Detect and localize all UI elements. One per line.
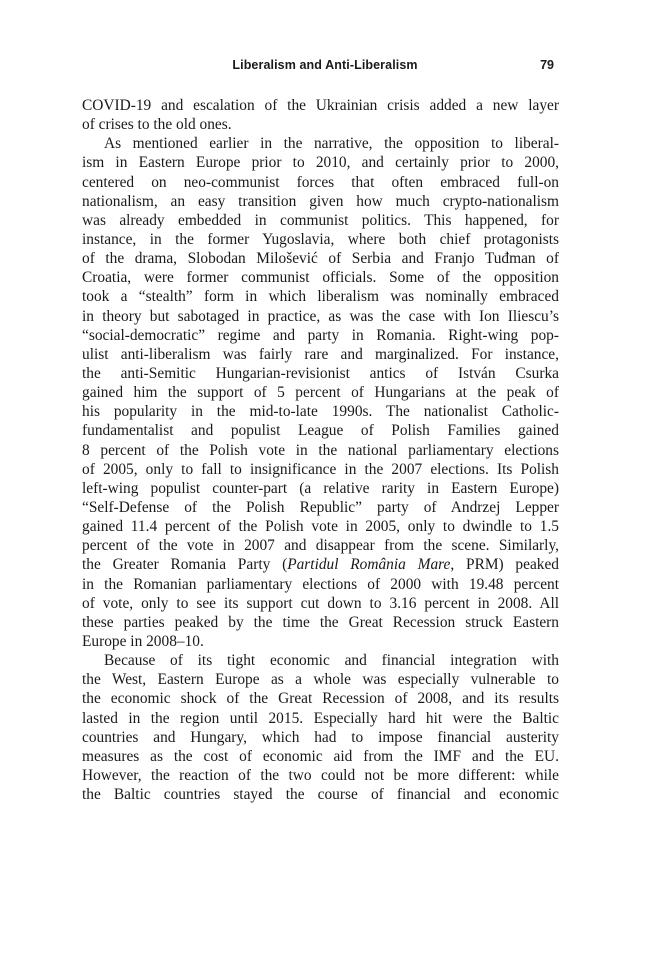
text-segment: , PRM) peaked bbox=[450, 556, 559, 574]
text-line: Europe in 2008–10. bbox=[82, 632, 204, 650]
text-line-italic-title bbox=[82, 555, 559, 574]
text-line: gained 11.4 percent of the Polish vote in 2005, only to dwindle to 1.5 bbox=[82, 518, 559, 536]
text-line: of the drama, Slobodan Milošević of Serbia and Franjo Tuđman of bbox=[82, 250, 559, 268]
text-line: However, the reaction of the two could not be more different: while bbox=[82, 766, 559, 784]
text-line: ism in Eastern Europe prior to 2010, and certainly prior to 2000, bbox=[82, 154, 559, 172]
text-line: the Baltic countries stayed the course of financial and economic bbox=[82, 786, 559, 804]
text-line: “Self-Defense of the Polish Republic” party of Andrzej Lepper bbox=[82, 498, 559, 516]
running-head bbox=[0, 58, 650, 76]
text-line: his popularity in the mid-to-late 1990s. The nationalist Catholic- bbox=[82, 403, 559, 421]
text-line: in theory but sabotaged in practice, as was the case with Ion Iliescu’s bbox=[82, 307, 559, 325]
text-line: percent of the vote in 2007 and disappear from the scene. Similarly, bbox=[82, 537, 559, 555]
text-line: these parties peaked by the time the Great Recession struck Eastern bbox=[82, 613, 559, 631]
text-line: the anti-Semitic Hungarian-revisionist antics of István Csurka bbox=[82, 364, 559, 382]
text-line: ulist anti-liberalism was fairly rare and marginalized. For instance, bbox=[82, 345, 559, 363]
text-segment: the Greater Romania Party ( bbox=[82, 556, 288, 574]
text-line: countries and Hungary, which had to impose financial austerity bbox=[82, 728, 559, 746]
text-line: the West, Eastern Europe as a whole was especially vulnerable to bbox=[82, 671, 559, 689]
text-line: 8 percent of the Polish vote in the national parliamentary elections bbox=[82, 441, 559, 459]
text-line: was already embedded in communist politics. This happened, for bbox=[82, 211, 559, 229]
body-text bbox=[82, 96, 559, 804]
text-line: COVID-19 and escalation of the Ukrainian crisis added a new layer bbox=[82, 97, 559, 114]
text-line: left-wing populist counter-part (a relative rarity in Eastern Europe) bbox=[82, 479, 559, 497]
text-line: in the Romanian parliamentary elections of 2000 with 19.48 percent bbox=[82, 575, 559, 593]
text-line: of 2005, only to fall to insignificance in the 2007 elections. Its Polish bbox=[82, 460, 559, 478]
text-line: Croatia, were former communist officials. Some of the opposition bbox=[82, 269, 559, 287]
text-line: instance, in the former Yugoslavia, where both chief protagonists bbox=[82, 230, 559, 248]
text-line: As mentioned earlier in the narrative, the opposition to liberal- bbox=[104, 135, 559, 153]
italic-party-name: Partidul România Mare bbox=[287, 556, 451, 574]
text-line: lasted in the region until 2015. Especially hard hit were the Baltic bbox=[82, 709, 559, 727]
text-line: centered on neo-communist forces that often embraced full-on bbox=[82, 173, 559, 191]
text-line: measures as the cost of economic aid from the IMF and the EU. bbox=[82, 747, 559, 765]
running-title: Liberalism and Anti-Liberalism bbox=[232, 58, 418, 72]
text-line: took a “stealth” form in which liberalism was nominally embraced bbox=[82, 288, 559, 306]
text-line: “social-democratic” regime and party in Romania. Right-wing pop- bbox=[82, 326, 559, 344]
text-line: the economic shock of the Great Recession of 2008, and its results bbox=[82, 690, 559, 708]
text-line: gained him the support of 5 percent of Hungarians at the peak of bbox=[82, 384, 559, 402]
text-line: nationalism, an easy transition given how much crypto-nationalism bbox=[82, 192, 559, 210]
text-line: Because of its tight economic and financial integration with bbox=[104, 652, 559, 670]
text-line: fundamentalist and populist League of Polish Families gained bbox=[82, 422, 559, 440]
page-number: 79 bbox=[540, 58, 554, 72]
text-line: of crises to the old ones. bbox=[82, 116, 232, 134]
text-line: of vote, only to see its support cut down to 3.16 percent in 2008. All bbox=[82, 594, 559, 612]
